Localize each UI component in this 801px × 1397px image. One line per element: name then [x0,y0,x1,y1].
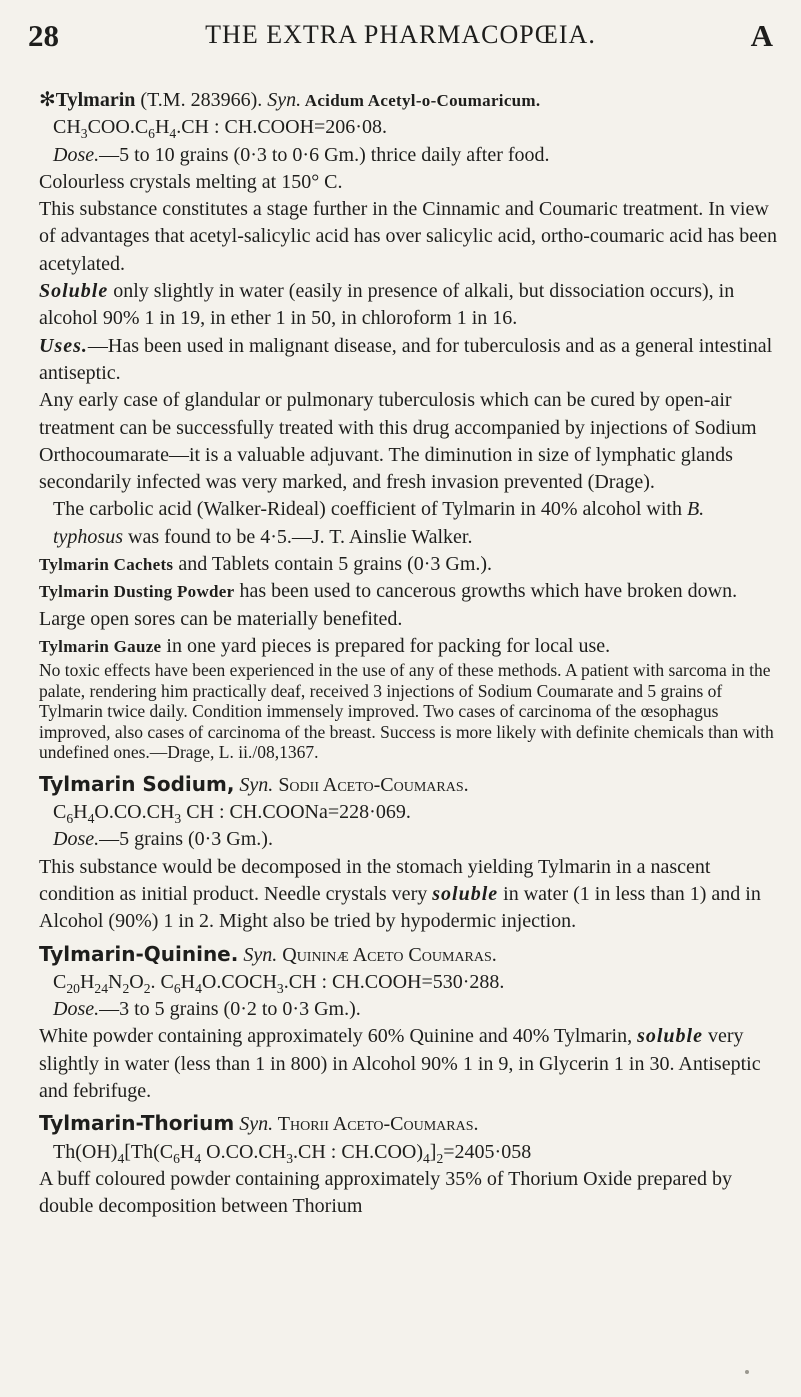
thorium-formula: $Th(OH)_4[Th(C_6H_4$ $O.CO.CH_3.CH$ : $CH.COO)_4]_2=2405\cdot 058$ [53,1140,532,1166]
page-body [39,87,777,1220]
tylmarin-name: Tylmarin [55,89,136,111]
tylmarin-solubility: Soluble only slightly in water (easily in presence of alkali, but dissociation occurs), in alcohol 90% 1 in 19, in ether 1 in 50, in chloroform 1 in 16. [39,280,735,330]
tylmarin-cachets: Tylmarin Cachets and Tablets contain 5 grains (0·3 Gm.). [39,553,493,576]
running-title: THE EXTRA PHARMACOPŒIA. [205,20,596,49]
sodium-heading: Tylmarin Sodium, Syn. Sodii Aceto-Coumaras. [39,771,469,796]
quinine-dose: Dose.—3 to 5 grains (0·2 to 0·3 Gm.). [53,998,361,1021]
ink-speck [745,1370,749,1374]
thorium-heading: Tylmarin-Thorium Syn. Thorii Aceto-Coumaras. [39,1111,479,1136]
tylmarin-dose: Dose.—5 to 10 grains (0·3 to 0·6 Gm.) thrice daily after food. [53,143,550,166]
quinine-heading: Tylmarin-Quinine. Syn. Quininæ Aceto Coumaras. [39,941,497,966]
page-number: 28 [28,18,59,53]
tylmarin-dusting-powder: Tylmarin Dusting Powder has been used to cancerous growths which have broken down. Large open sores can be materially benefited. [39,580,738,630]
tylmarin-uses: Uses.—Has been used in malignant disease, and for tuberculosis and as a general intestinal antiseptic. [39,334,773,384]
star-icon: ✻ [39,89,56,111]
thorium-paragraph: A buff coloured powder containing approximately 35% of Thorium Oxide prepared by double decomposition between Thorium [39,1167,732,1218]
tylmarin-paragraph: This substance constitutes a stage further in the Cinnamic and Coumaric treatment. In view of advantages that acetyl-salicylic acid has over salicylic acid, ortho-coumaric acid has been acetylated. [39,198,778,275]
section-letter: A [750,18,773,53]
tylmarin-note: No toxic effects have been experienced in the use of any of these methods. A patient with sarcoma in the palate, rendering him practically deaf, received 3 injections of Sodium Coumarate and 5 grains of Tylmarin twice daily. Condition immensely improved. Two cases of carcinoma of the œsophagus improved, also cases of carcinoma of the breast. Success is more likely with definite chemicals than with undefined ones.—Drage, L. ii./08,1367. [39,660,774,763]
tylmarin-description: Colourless crystals melting at 150° C. [39,170,343,193]
tylmarin-paragraph: The carbolic acid (Walker-Rideal) coefficient of Tylmarin in 40% alcohol with B. typhosus was found to be 4·5.—J. T. Ainslie Walker. [53,498,705,548]
quinine-paragraph: White powder containing approximately 60% Quinine and 40% Tylmarin, soluble very slightly in water (less than 1 in 800) in Alcohol 90% 1 in 9, in Glycerin 1 in 30. Antiseptic and febrifuge. [39,1025,761,1102]
sodium-dose: Dose.—5 grains (0·3 Gm.). [53,828,273,851]
tylmarin-gauze: Tylmarin Gauze in one yard pieces is prepared for packing for local use. [39,634,611,657]
tylmarin-paragraph: Any early case of glandular or pulmonary tuberculosis which can be cured by open-air treatment can be successfully treated with this drug accompanied by injections of Sodium Orthocoumarate—it is a valuable adjuvant. The diminution in size of lymphatic glands secondarily infected was very marked, and fresh invasion prevented (Drage). [39,389,757,494]
page-header [28,18,773,64]
quinine-formula: $C_{20}H_{24}N_2O_2$. $C_6H_4O.COCH_3.CH$ : CH.COOH=530·288. [53,970,505,996]
tylmarin-heading: ✻Tylmarin (T.M. 283966). Syn. Acidum Acetyl-o-Coumaricum. [39,89,541,111]
tylmarin-formula: $CH_3COO.C_6H_4.CH$ : CH.COOH=206·08. [53,116,387,142]
sodium-formula: $C_6H_4O.CO.CH_3$ CH : CH.COONa=228·069. [53,801,411,827]
sodium-paragraph: This substance would be decomposed in the stomach yielding Tylmarin in a nascent condition as initial product. Needle crystals very soluble in water (1 in less than 1) and in Alcohol (90%) 1 in 2. Might also be tried by hypodermic injection. [39,855,761,933]
